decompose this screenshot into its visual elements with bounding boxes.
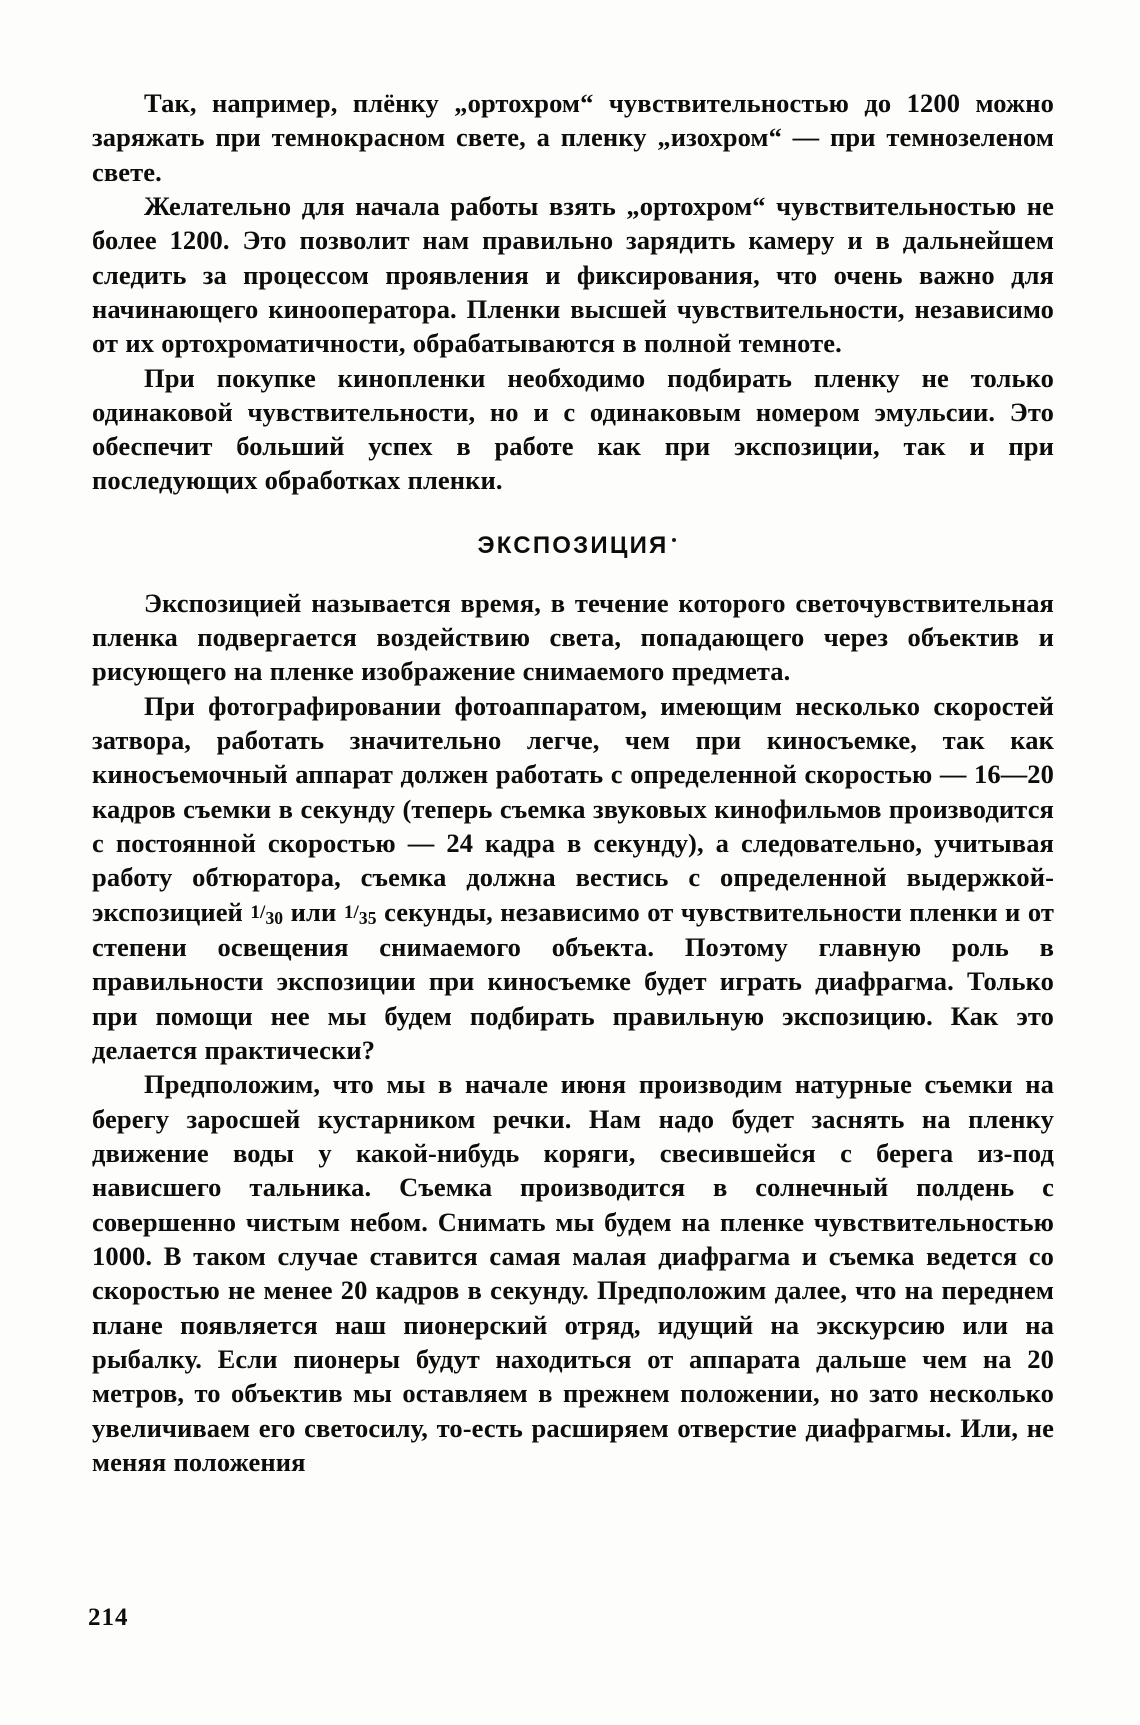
paragraph-5 (92, 689, 1054, 1068)
text-column (92, 86, 1054, 1479)
fraction-a-denominator: 30 (265, 908, 284, 929)
page-number: 214 (88, 1604, 129, 1631)
paragraph-6: Предположим, что мы в начале июня производим натурные съемки на берегу заросшей кустарником речки. Нам надо будет заснять на пленку движение воды у какой-нибудь коряги, свесившейся с берега из-под нависшего тальника. Съемка производится в солнечный полдень с совершенно чистым небом. Снимать мы будем на пленке чувствительностью 1000. В таком случае ставится самая малая диафрагма и съемка ведется со скоростью не менее 20 кадров в секунду. Предположим далее, что на переднем плане появляется наш пионерский отряд, идущий на экскурсию или на рыбалку. Если пионеры будут находиться от аппарата дальше чем на 20 метров, то объектив мы оставляем в прежнем положении, но зато несколько увеличиваем его светосилу, то-есть расширяем отверстие диафрагмы. Или, не меняя положения (92, 1069, 1054, 1477)
fraction-a-numerator: 1 (250, 902, 261, 924)
paragraph-5-head: При фотографировании фотоаппаратом, имеющим несколько скоростей затвора, работать значительно легче, чем при киносъемке, так как киносъемочный аппарат должен работать с определенной скоростью — 16—20 кадров съемки в секунду (теперь съемка звуковых кинофильмов производится с постоянной скоростью — 24 кадра в секунду), а следовательно, учитывая работу обтюратора, съемка должна вестись с определенной выдержкой-экспозицией (92, 690, 1054, 927)
paragraph-3: При покупке кинопленки необходимо подбирать пленку не только одинаковой чувствительности, но и с одинаковым номером эмульсии. Это обеспечит больший успех в работе как при экспозиции, так и при последующих обработках пленки. (92, 362, 1054, 496)
ink-speck (672, 538, 676, 542)
fraction-separator: или (283, 896, 344, 927)
paragraph-4: Экспозицией называется время, в течение которого светочувствительная пленка подвергается воздействию света, попадающего через объектив и рисующего на пленке изображение снимаемого предмета. (92, 587, 1054, 687)
fraction-b-numerator: 1 (343, 902, 354, 924)
fraction-a: $1/_{30}$ (250, 902, 284, 929)
fraction-b-denominator: 35 (358, 908, 377, 929)
paragraph-2: Желательно для начала работы взять „ортохром“ чувствительностью не более 1200. Это позволит нам правильно зарядить камеру и в дальнейшем следить за процессом проявления и фиксирования, что очень важно для начинающего кинооператора. Пленки высшей чувствительности, независимо от их ортохроматичности, обрабатываются в полной темноте. (92, 190, 1054, 359)
section-heading: ЭКСПОЗИЦИЯ (477, 531, 669, 559)
fraction-b: $1/_{35}$ (343, 902, 377, 929)
paragraph-5-tail: секунды, независимо от чувствительности пленки и от степени освещения снимаемого объекта. Поэтому главную роль в правильности экспозиции при киносъемке будет играть диафрагма. Только при помощи нее мы будем подбирать правильную экспозицию. Как это делается практически? (92, 896, 1054, 1066)
paragraph-1: Так, например, плёнку „ортохром“ чувствительностью до 1200 можно заряжать при темнокрасном свете, а пленку „изохром“ — при темнозеленом свете. (92, 88, 1054, 187)
